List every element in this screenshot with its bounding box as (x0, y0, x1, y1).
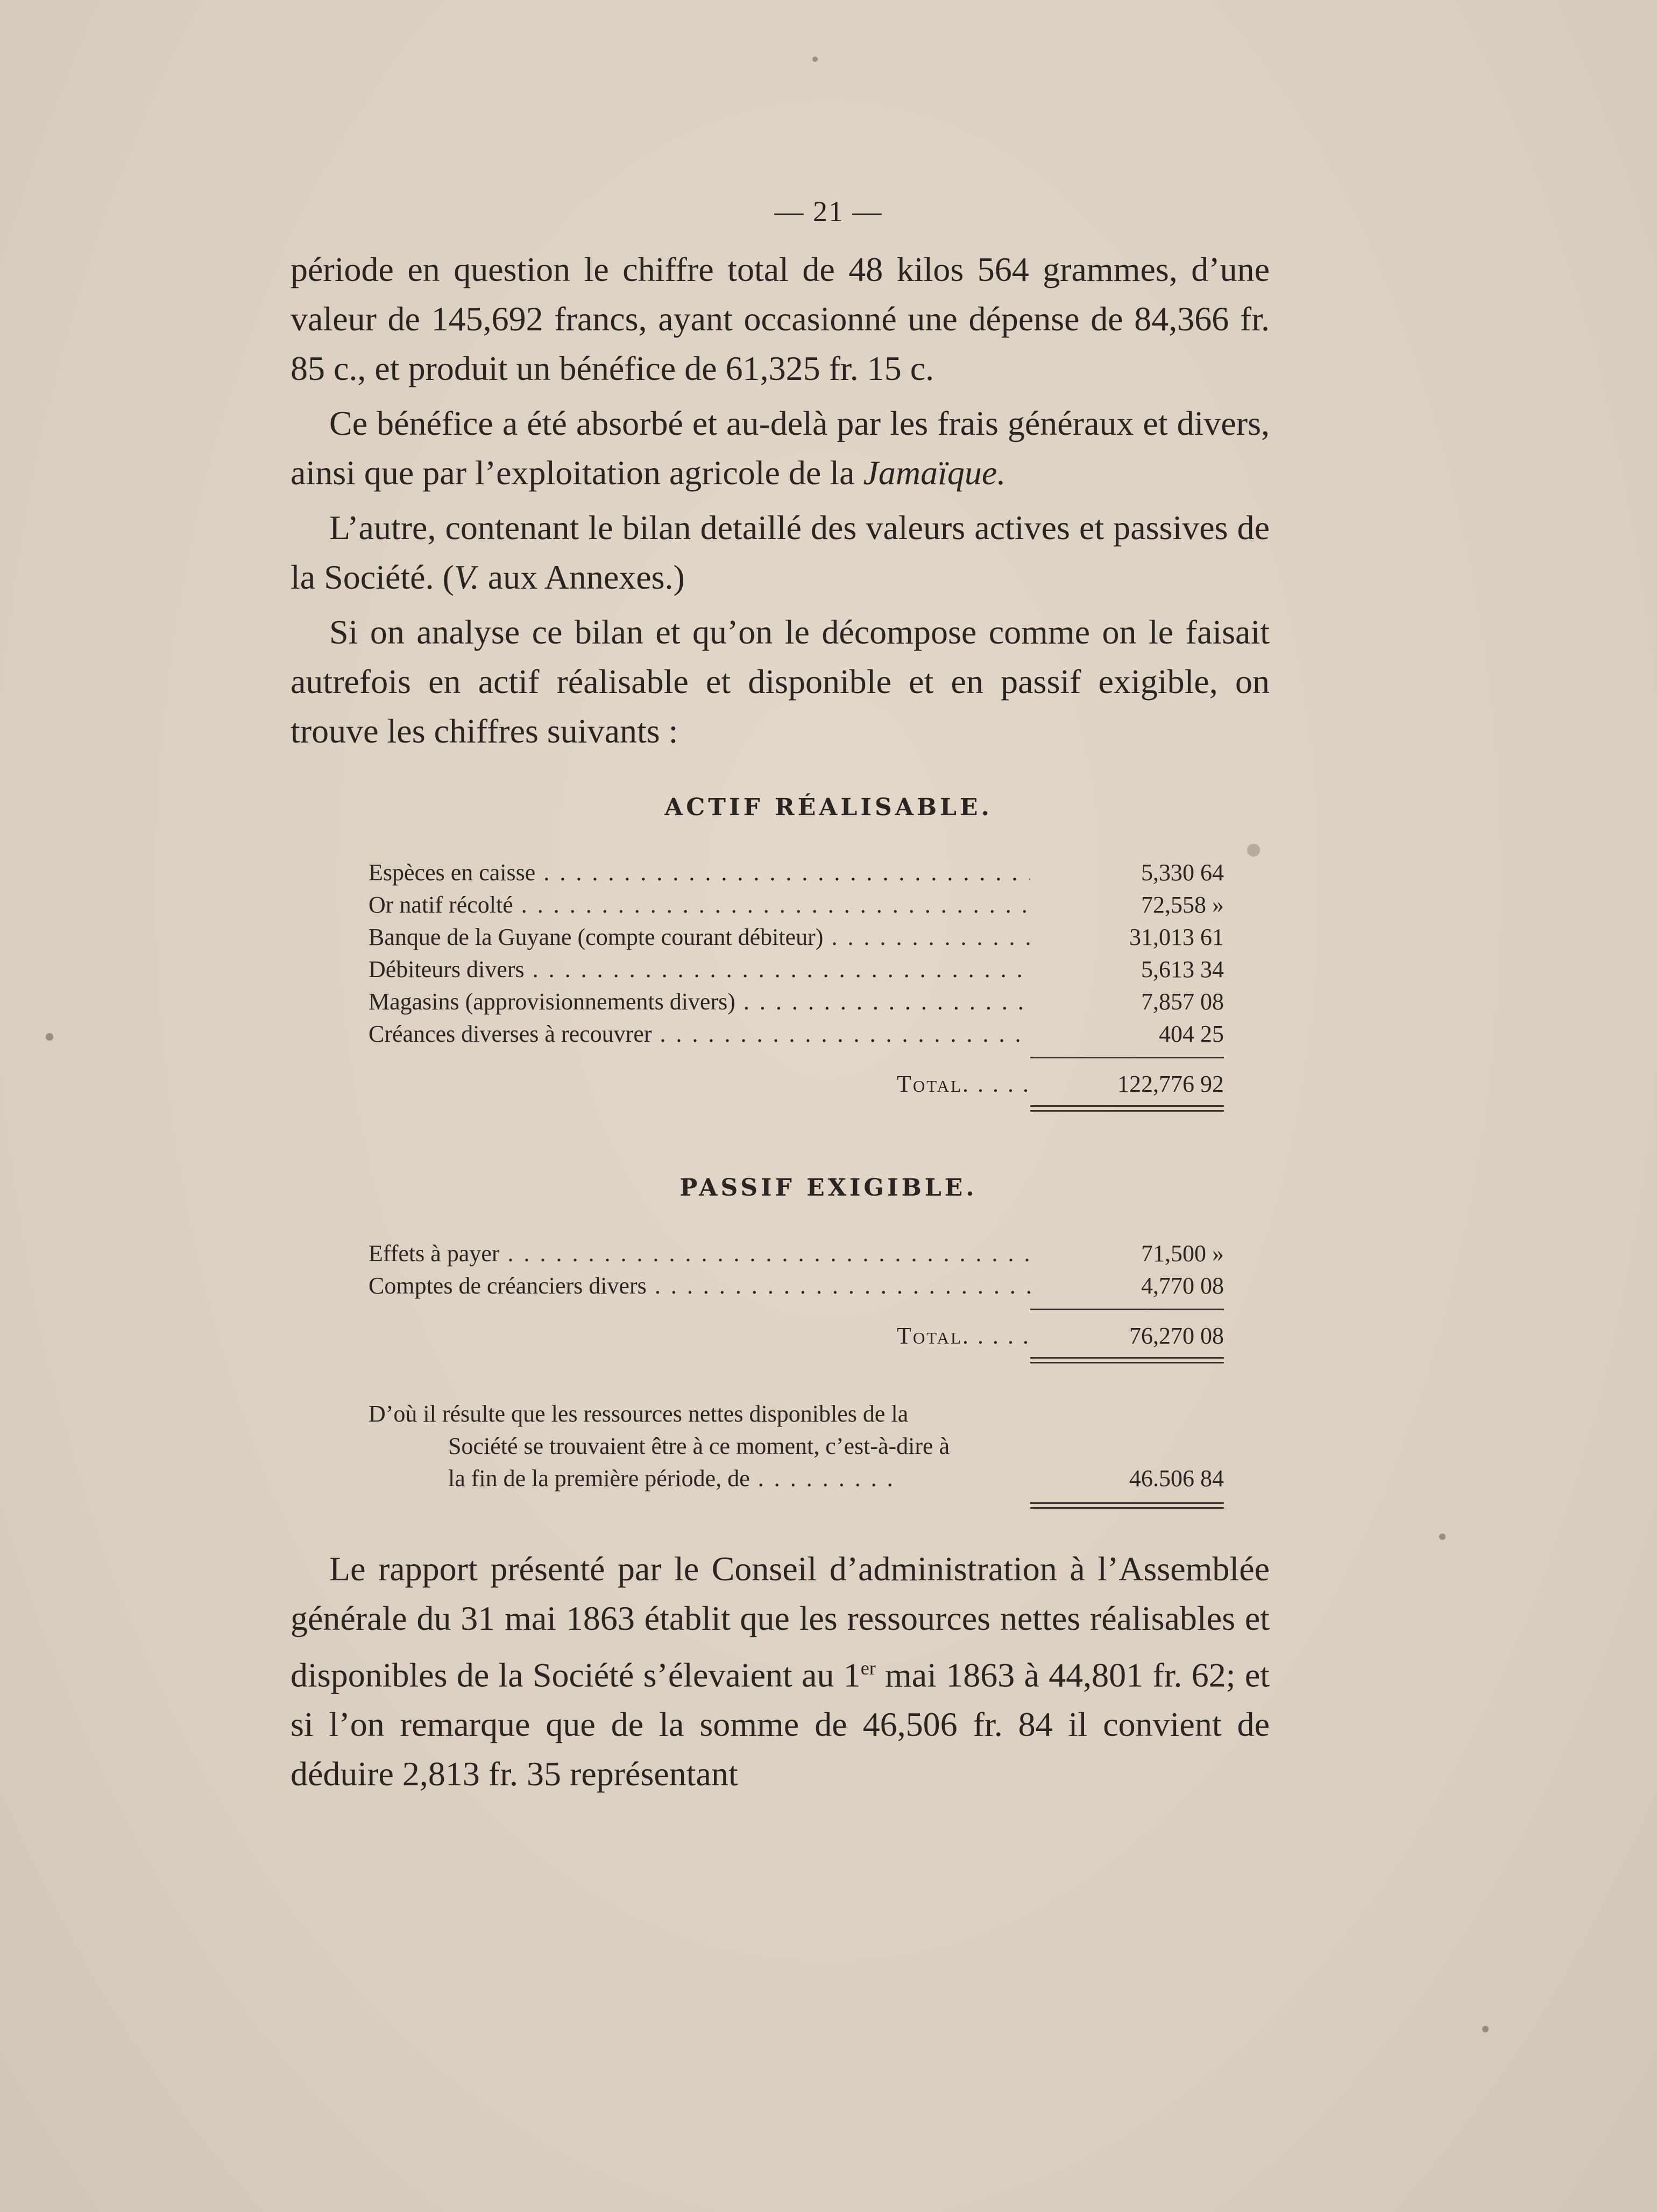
table-row (369, 1270, 1224, 1302)
paragraph-3 (291, 503, 1270, 602)
total-amount: 76,270 08 (1129, 1323, 1224, 1349)
result-line: D’où il résulte que les ressources nettes disponibles de la (369, 1401, 909, 1427)
row-label: Créances diverses à recouvrer . . . (369, 1018, 1030, 1050)
result-last-line (369, 1462, 1224, 1495)
subtotal-rule (1030, 1309, 1224, 1310)
row-amount: 7,857 08 (1141, 988, 1224, 1015)
table-row (369, 1238, 1224, 1270)
speck (812, 56, 818, 62)
paragraph-final (291, 1544, 1270, 1799)
total-label: Total. . . . . (896, 1323, 1030, 1349)
closing-text (291, 1544, 1270, 1804)
table-row (369, 889, 1224, 921)
passif-total-row (369, 1317, 1224, 1355)
result-line: Société se trouvaient être à ce moment, c’est-à-dire à (448, 1433, 950, 1459)
table-row (369, 921, 1224, 953)
speck (46, 1033, 53, 1041)
final-text-end: mai 1863 à 44,801 fr. 62; et si l’on remarque que de la somme de 46,506 fr. 84 il convient de déduire 2,813 fr. 35 représentant (291, 1656, 1270, 1793)
passif-table (369, 1238, 1224, 1366)
page-number: — 21 — (774, 195, 883, 228)
paragraph-2-text: Ce bénéfice a été absorbé et au-delà par les frais généraux et divers, ainsi que par l’exploitation agricole de la (291, 404, 1270, 492)
row-amount: 4,770 08 (1141, 1273, 1224, 1299)
table-row (369, 857, 1224, 889)
paragraph-3-text: L’autre, contenant le bilan detaillé des valeurs actives et passives de la Société. ( (291, 508, 1270, 596)
subtotal-rule (1030, 1057, 1224, 1058)
paragraph-3-italic: V. (454, 558, 479, 596)
actif-table (369, 857, 1224, 1114)
row-label: Or natif récolté . . . (369, 889, 1030, 921)
paragraph-1: période en question le chiffre total de 48 kilos 564 grammes, d’une valeur de 145,692 francs, ayant occasionné une dépense de 84,366 fr. 85 c., et produit un bénéfice de 61,325 fr. 15 c. (291, 250, 1270, 387)
speck (1247, 844, 1260, 857)
table-row (369, 986, 1224, 1018)
row-amount: 404 25 (1159, 1021, 1224, 1047)
paragraph-3-end: aux Annexes.) (479, 558, 685, 596)
result-statement (369, 1398, 1224, 1511)
row-amount: 31,013 61 (1129, 924, 1224, 950)
opening-text (291, 245, 1270, 761)
row-amount: 5,613 34 (1141, 956, 1224, 983)
result-amount: 46.506 84 (1129, 1465, 1224, 1492)
total-label: Total. . . . . (896, 1071, 1030, 1097)
paragraph-2 (291, 399, 1270, 498)
row-amount: 72,558 » (1141, 892, 1224, 918)
actif-heading: ACTIF RÉALISABLE. (664, 794, 993, 821)
final-sup: er (860, 1657, 876, 1679)
row-label: Effets à payer . . . (369, 1238, 1030, 1270)
table-row (369, 1018, 1224, 1050)
table-row (369, 953, 1224, 986)
row-label: Banque de la Guyane (compte courant débiteur) . . . (369, 921, 1030, 953)
total-double-rule (1030, 1357, 1224, 1363)
result-line: la fin de la première période, de . . . (448, 1465, 895, 1492)
row-label: Débiteurs divers . . . (369, 953, 1030, 986)
row-label: Espèces en caisse . . . (369, 857, 1030, 889)
actif-total-row (369, 1065, 1224, 1103)
speck (1439, 1533, 1446, 1540)
passif-heading: PASSIF EXIGIBLE. (679, 1174, 978, 1202)
paragraph-4: Si on analyse ce bilan et qu’on le décompose comme on le faisait autrefois en actif réalisable et disponible et en passif exigible, on trouve les chiffres suivants : (291, 613, 1270, 750)
result-double-rule (1030, 1502, 1224, 1509)
row-label: Comptes de créanciers divers . . . (369, 1270, 1030, 1302)
total-amount: 122,776 92 (1117, 1071, 1224, 1097)
speck (1482, 2026, 1489, 2032)
paragraph-2-italic: Jamaïque. (863, 454, 1006, 492)
row-amount: 5,330 64 (1141, 859, 1224, 886)
final-text-start: Le rapport présenté par le Conseil d’administration à l’Assemblée générale du 31 mai 1863 établit que les ressources nettes réalisables et disponibles de la Société s’élevaient au 1 (291, 1550, 1270, 1694)
total-double-rule (1030, 1105, 1224, 1112)
row-amount: 71,500 » (1141, 1240, 1224, 1267)
row-label: Magasins (approvisionnements divers) . . . (369, 986, 1030, 1018)
